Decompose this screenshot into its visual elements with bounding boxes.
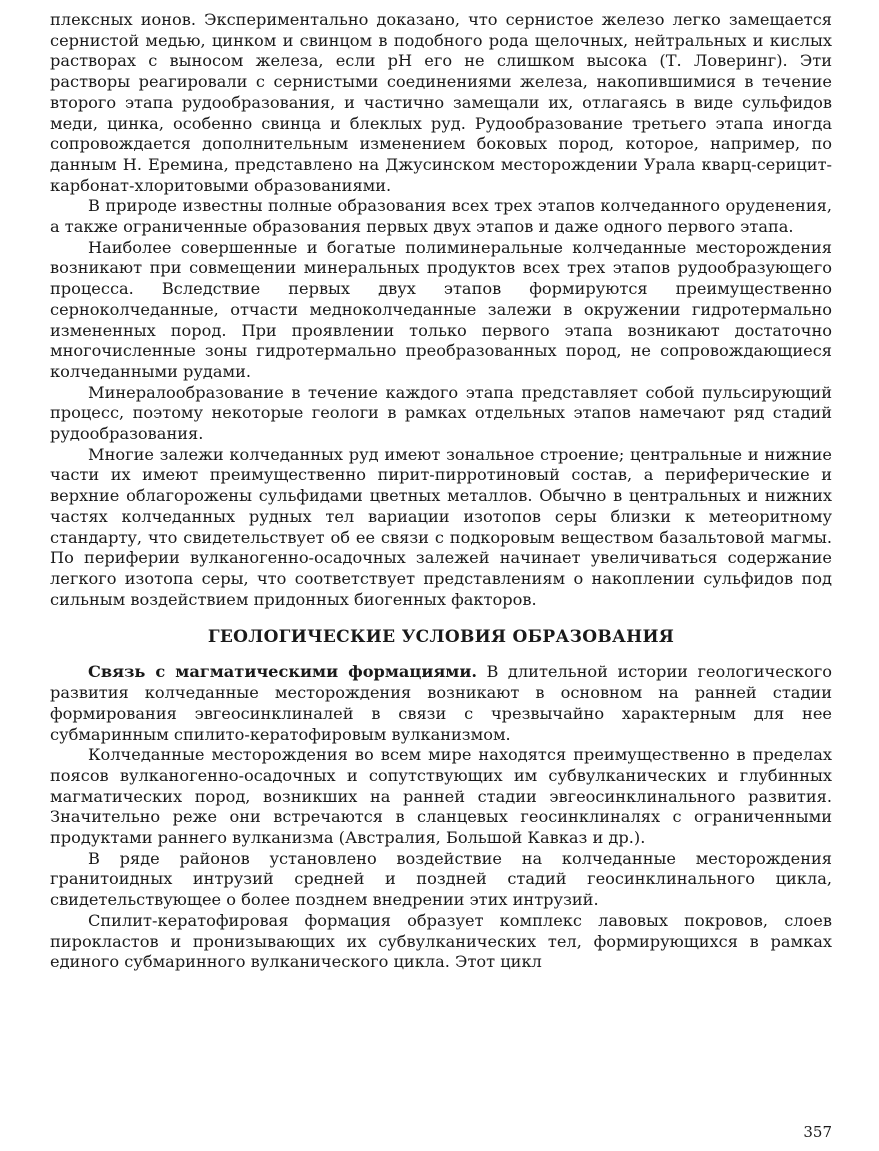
page-number: 357 [803, 1123, 832, 1141]
subsection-text: В длительной истории геологического развития колчеданные месторождения возникают в основном на ранней стадии формирования эвгеосинклиналей в связи с чрезвычайно характерным для нее субмаринным спилито-кератофировым вулканизмом. [50, 662, 832, 744]
paragraph: Спилит-кератофировая формация образует комплекс лавовых покровов, слоев пирокластов и пронизывающих их субвулканических тел, формирующихся в рамках единого субмаринного вулканического цикла. Этот цикл [50, 910, 832, 972]
paragraph: В природе известны полные образования всех трех этапов колчеданного оруденения, а также ограниченные образования первых двух этапов и даже одного первого этапа. [50, 196, 832, 237]
paragraph: Минералообразование в течение каждого этапа представляет собой пульсирующий процесс, поэтому некоторые геологи в рамках отдельных этапов намечают ряд стадий рудообразования. [50, 382, 832, 444]
subsection-title: Связь с магматическими формациями. [88, 662, 477, 682]
paragraph: В ряде районов установлено воздействие на колчеданные месторождения гранитоидных интрузий средней и поздней стадий геосинклинального цикла, свидетельствующее о более позднем внедрении этих интрузий. [50, 848, 832, 910]
section-heading: ГЕОЛОГИЧЕСКИЕ УСЛОВИЯ ОБРАЗОВАНИЯ [207, 627, 675, 648]
book-page [50, 10, 832, 1145]
paragraph: Наиболее совершенные и богатые полиминеральные колчеданные месторождения возникают при совмещении минеральных продуктов всех трех этапов рудообразующего процесса. Вследствие первых двух этапов формируются преимущественно серноколчеданные, отчасти медноколчеданные залежи в окружении гидротермально измененных пород. При проявлении только первого этапа возникают достаточно многочисленные зоны гидротермально преобразованных пород, не сопровождающиеся колчеданными рудами. [50, 237, 832, 381]
paragraph: Колчеданные месторождения во всем мире находятся преимущественно в пределах поясов вулканогенно-осадочных и сопутствующих им субвулканических и глубинных магматических пород, возникших на ранней стадии эвгеосинклинального развития. Значительно реже они встречаются в сланцевых геосинклиналях с ограниченными продуктами раннего вулканизма (Австралия, Большой Кавказ и др.). [50, 745, 832, 848]
subsection-paragraph [50, 662, 832, 745]
paragraph-continued: плексных ионов. Экспериментально доказано, что сернистое железо легко замещается сернистой медью, цинком и свинцом в подобного рода щелочных, нейтральных и кислых растворах с выносом железа, если pH его не слишком высока (Т. Ловеринг). Эти растворы реагировали с сернистыми соединениями железа, накопившимися в течение второго этапа рудообразования, и частично замещали их, отлагаясь в виде сульфидов меди, цинка, особенно свинца и блеклых руд. Рудообразование третьего этапа иногда сопровождается дополнительным изменением боковых пород, которое, например, по данным Н. Еремина, представлено на Джусинском месторождении Урала кварц-серицит-карбонат-хлоритовыми образованиями. [50, 10, 832, 195]
paragraph: Многие залежи колчеданных руд имеют зональное строение; центральные и нижние части их имеют преимущественно пирит-пирротиновый состав, а периферические и верхние облагорожены сульфидами цветных металлов. Обычно в центральных и нижних частях колчеданных рудных тел вариации изотопов серы близки к метеоритному стандарту, что свидетельствует об ее связи с подкоровым веществом базальтовой магмы. По периферии вулканогенно-осадочных залежей начинает увеличиваться содержание легкого изотопа серы, что соответствует представлениям о накоплении сульфидов под сильным воздействием придонных биогенных факторов. [50, 444, 832, 609]
